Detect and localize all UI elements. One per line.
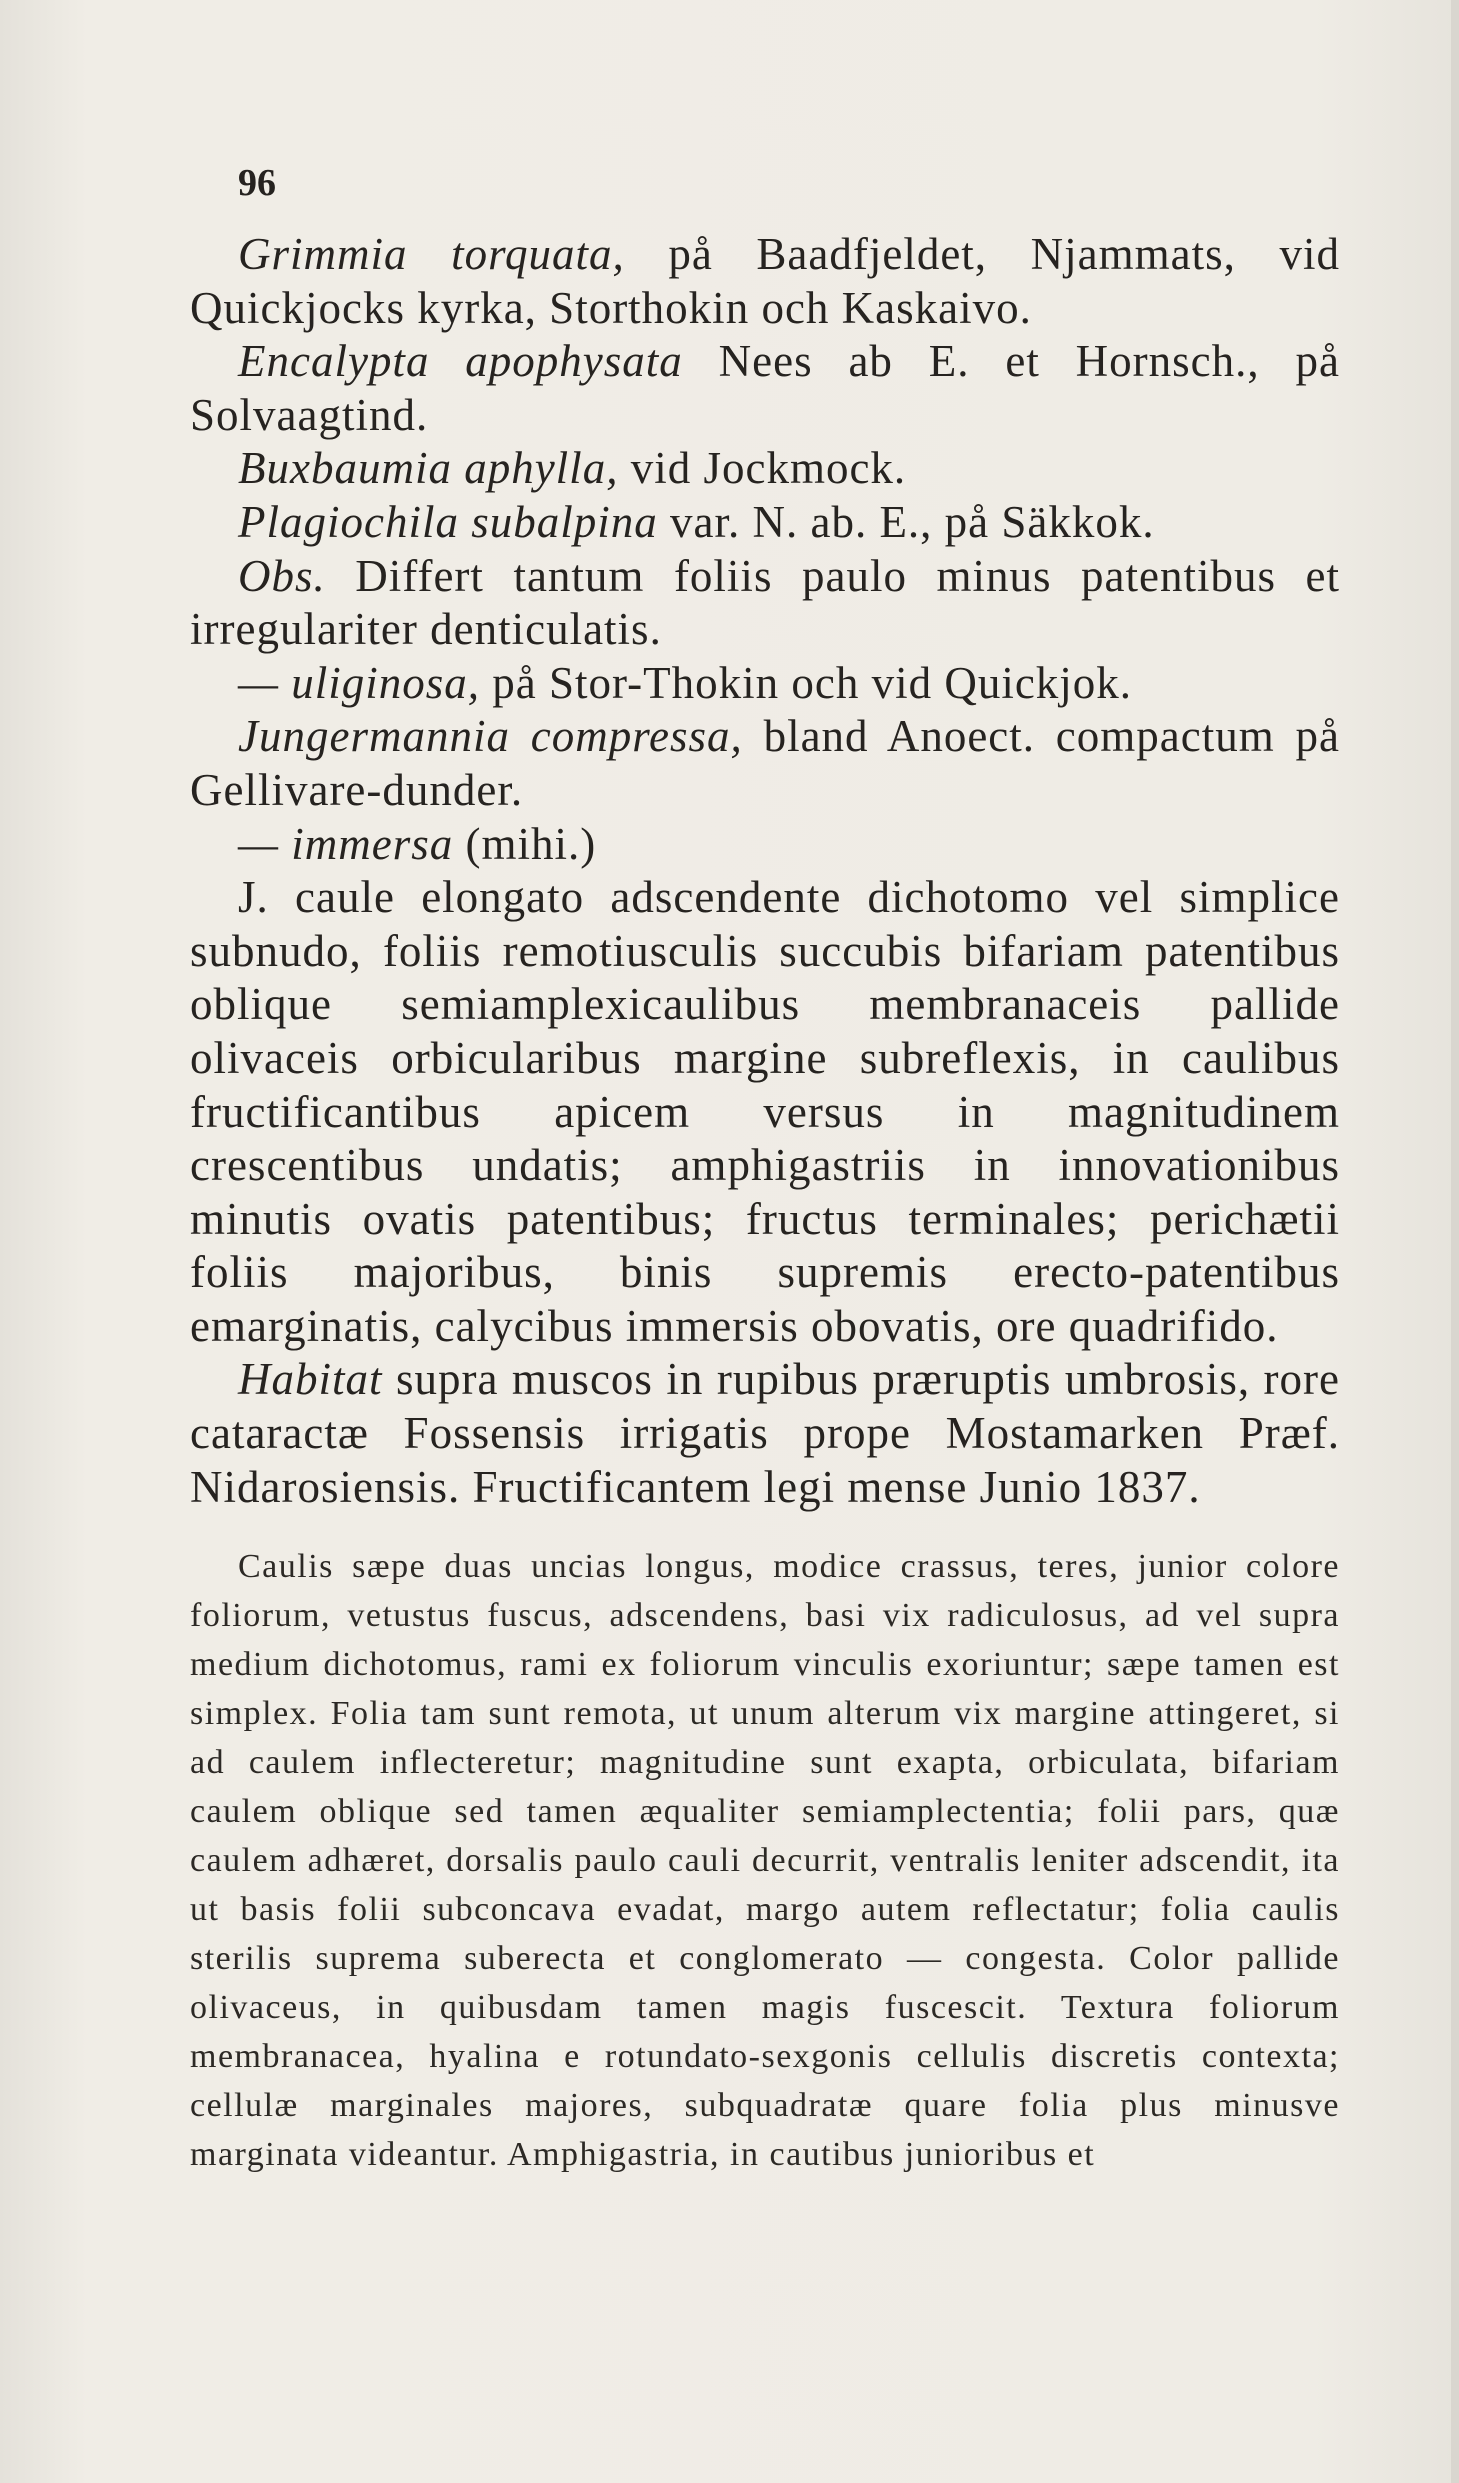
- entry-text: vid Jockmock.: [618, 443, 907, 494]
- entry-text: Nees ab E. et Hornsch., på Solvaagtind.: [190, 336, 1340, 440]
- species-name: Grimmia torquata,: [238, 229, 625, 279]
- habitat-text: supra muscos in rupibus præruptis umbrosis, rore cataractæ Fossensis irrigatis prope Mostamarken Præf. Nidarosiensis. Fructificantem legi mense Junio 1837.: [190, 1354, 1340, 1512]
- entry-text: Differt tantum foliis paulo minus patentibus et irregulariter denticulatis.: [190, 550, 1340, 655]
- entry-encalypta: [190, 335, 1340, 442]
- entry-grimmia: [190, 228, 1340, 335]
- entry-text: bland Anoect. compactum på Gellivare-dunder.: [190, 711, 1340, 815]
- entry-text: var. N. ab. E., på Säkkok.: [657, 496, 1155, 547]
- species-name: — uliginosa,: [238, 657, 481, 708]
- species-name: Plagiochila subalpina: [238, 496, 658, 547]
- entry-plagiochila: [190, 496, 1340, 550]
- species-name: Jungermannia compressa,: [238, 711, 743, 762]
- species-name: Encalypta apophysata: [238, 336, 683, 387]
- page-number: 96: [238, 162, 276, 204]
- entry-obs: [190, 550, 1340, 657]
- entry-text: på Baadfjeldet, Njammats, vid Quickjocks kyrka, Storthokin och Kaskaivo.: [190, 229, 1340, 333]
- entry-text: på Stor-Thokin och vid Quickjok.: [480, 657, 1133, 708]
- entry-text: (mihi.): [453, 818, 597, 869]
- page-content: [190, 160, 1340, 2213]
- description-text: J. caule elongato adscendente dichotomo vel simplice subnudo, foliis remotiusculis succubis bifariam patentibus oblique semiamplexicaulibus membranaceis pallide olivaceis orbicularibus margine subreflexis, in caulibus fructificantibus apicem versus in magnitudinem crescentibus undatis; amphigastriis in innovationibus minutis ovatis patentibus; fructus terminales; perichætii foliis majoribus, binis supremis erecto-patentibus emarginatis, calycibus immersis obovatis, ore quadrifido.: [190, 872, 1340, 1351]
- obs-label: Obs.: [238, 550, 326, 601]
- page-edge: [1451, 0, 1459, 2483]
- species-name: Buxbaumia aphylla,: [238, 443, 619, 494]
- habitat-paragraph: [190, 1353, 1340, 1514]
- description-paragraph: [190, 871, 1340, 1353]
- entry-jungermannia: [190, 710, 1340, 817]
- entry-immersa: [190, 818, 1340, 872]
- note-paragraph: Caulis sæpe duas uncias longus, modice crassus, teres, junior colore foliorum, vetustus fuscus, adscendens, basi vix radiculosus, ad vel supra medium dichotomus, rami ex foliorum vinculis exoriuntur; sæpe tamen est simplex. Folia tam sunt remota, ut unum alterum vix margine attingeret, si ad caulem inflecteretur; magnitudine sunt exapta, orbiculata, bifariam caulem oblique sed tamen æqualiter semiamplectentia; folii pars, quæ caulem adhæret, dorsalis paulo cauli decurrit, ventralis leniter adscendit, ita ut basis folii subconcava evadat, margo autem reflectatur; folia caulis sterilis suprema suberecta et conglomerato — congesta. Color pallide olivaceus, in quibusdam tamen magis fuscescit. Textura foliorum membranacea, hyalina e rotundato-sexgonis cellulis discretis contexta; cellulæ marginales majores, subquadratæ quare folia plus minusve marginata videantur. Amphigastria, in cautibus junioribus et: [190, 1548, 1340, 2174]
- entry-buxbaumia: [190, 442, 1340, 496]
- entry-uliginosa: [190, 657, 1340, 711]
- habitat-label: Habitat: [238, 1354, 383, 1405]
- species-name: — immersa: [238, 818, 454, 869]
